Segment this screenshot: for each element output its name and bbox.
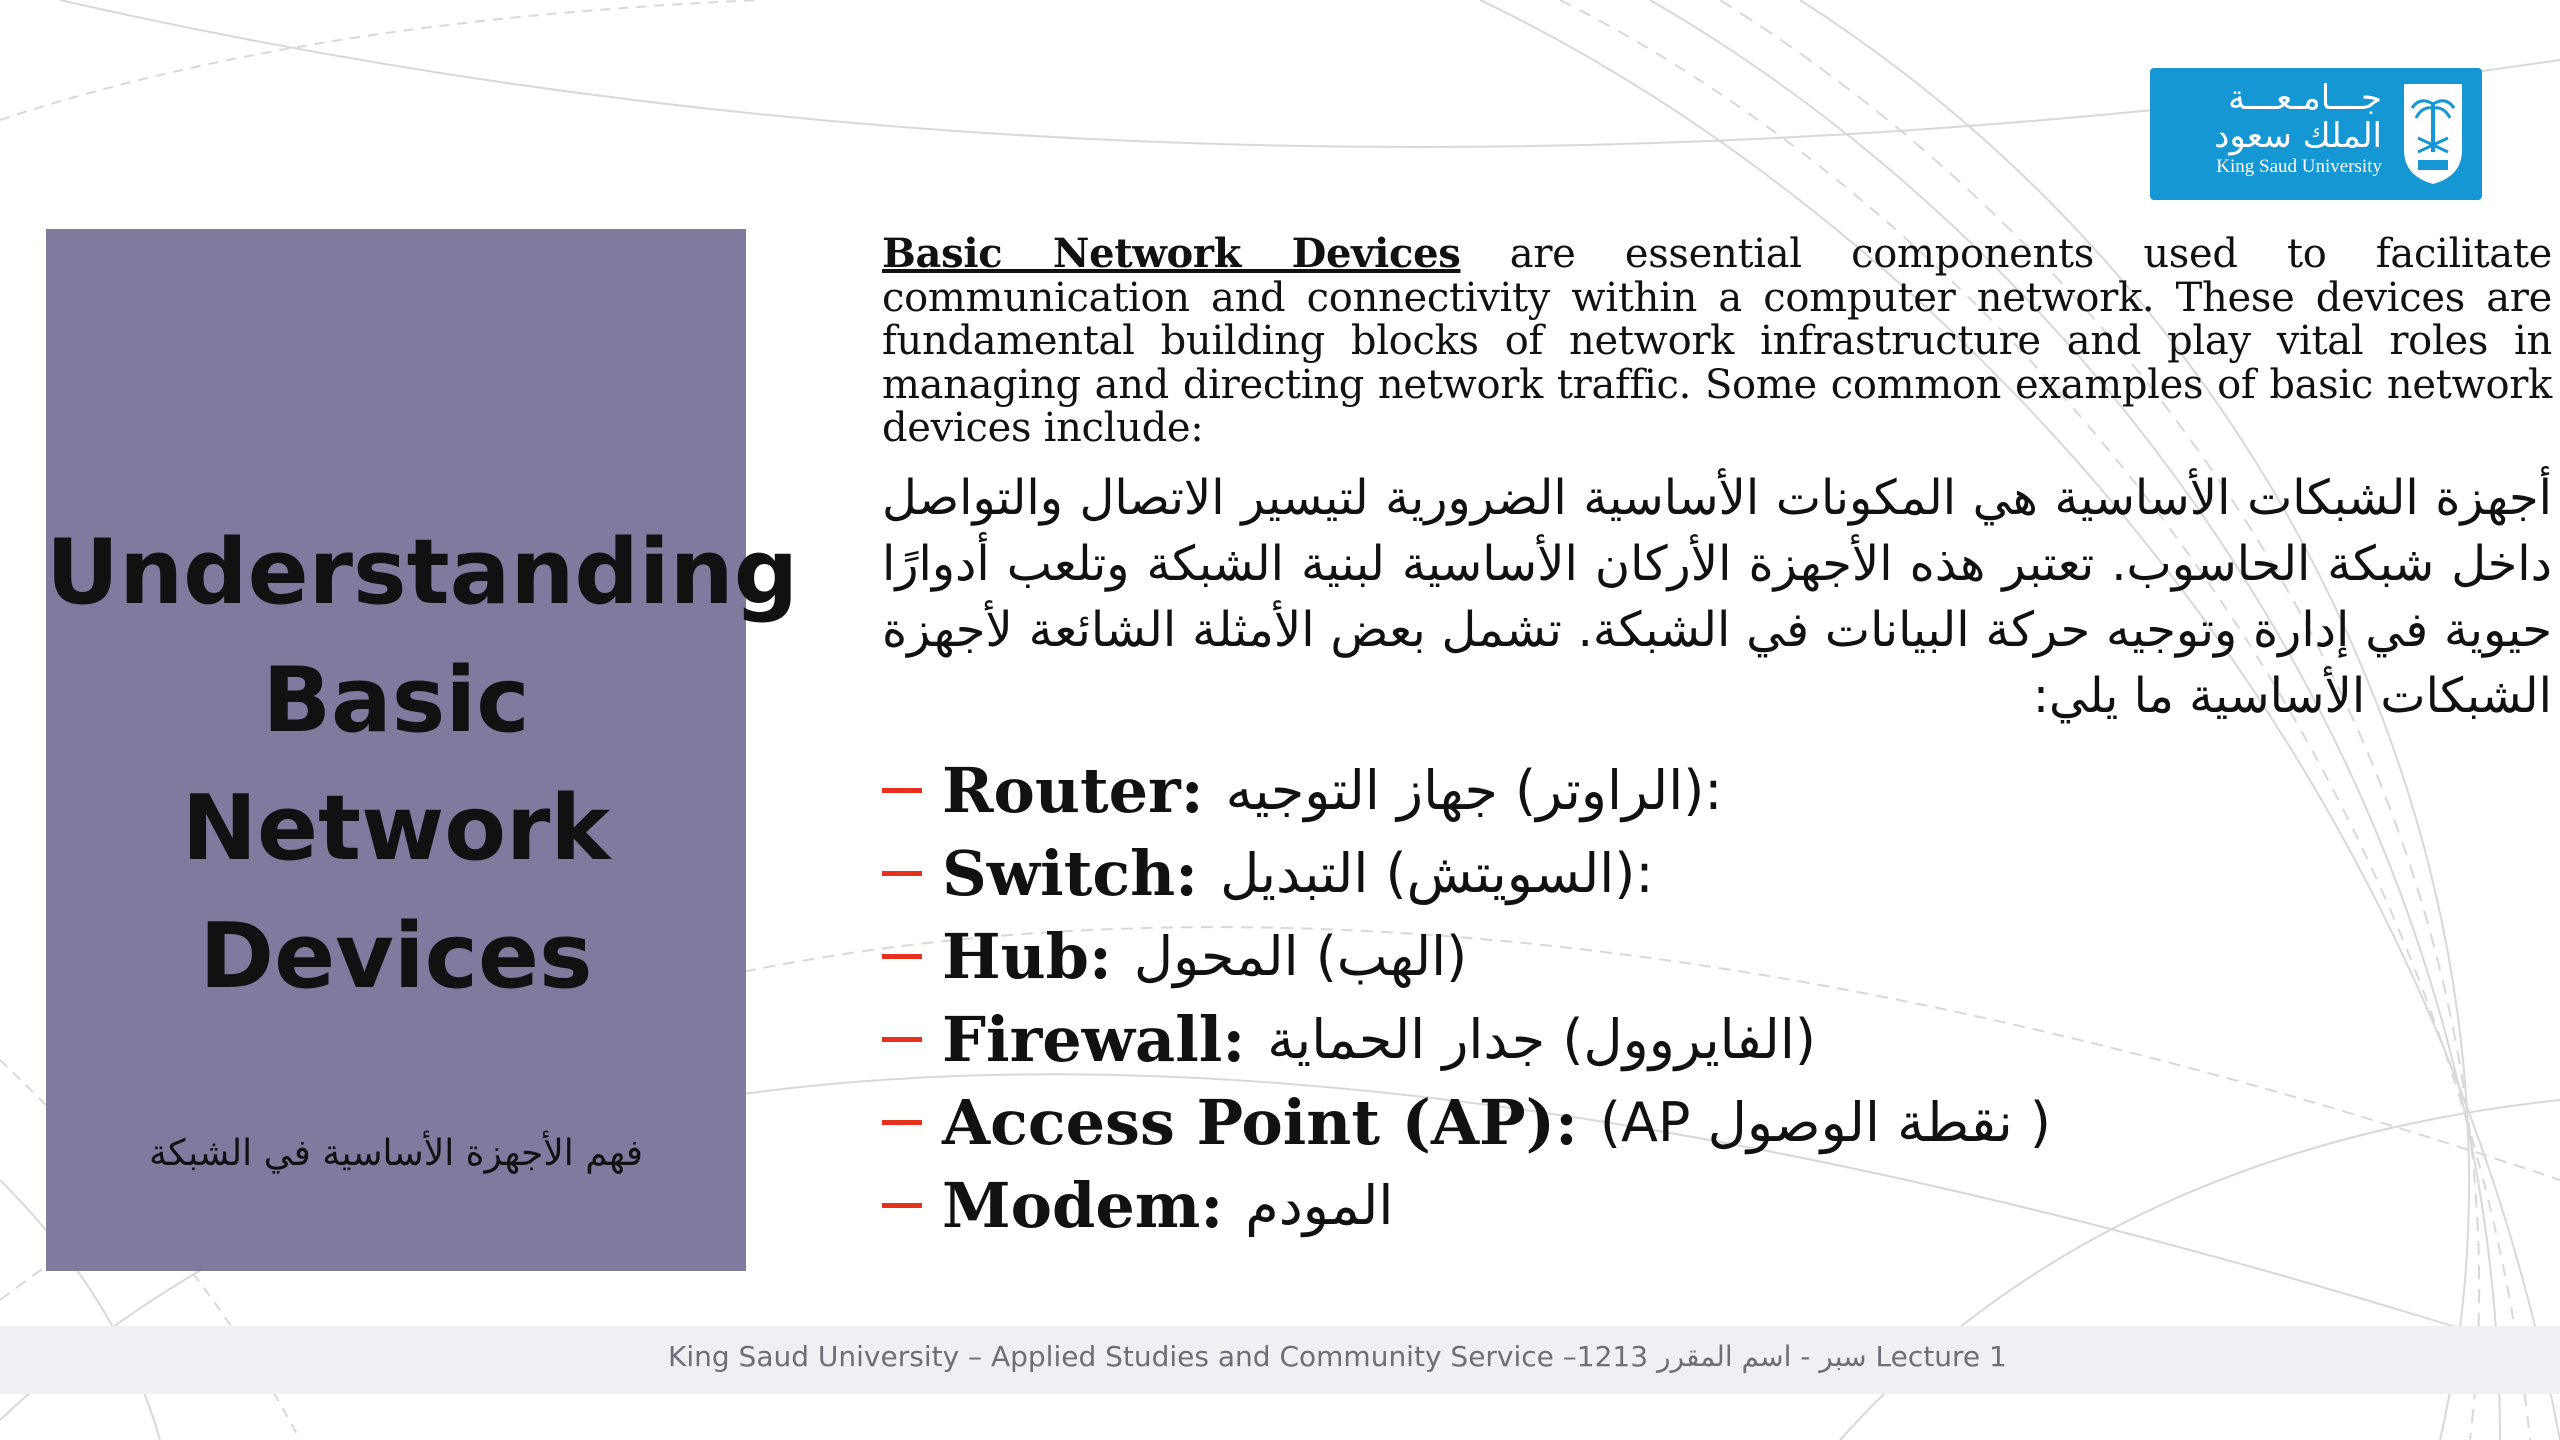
logo-arabic-line1: جـــامـعـــة (2228, 78, 2382, 118)
title-line-1: Understanding (46, 520, 799, 625)
device-name: Switch: (942, 836, 1199, 910)
title-line-3: Devices (199, 904, 593, 1009)
dash-bullet-icon (882, 1203, 922, 1208)
device-name: Modem: (942, 1168, 1224, 1242)
intro-text-english: are essential components used to facilitate communication and connectivity within a computer network. These devices are fundamental building blocks of network infrastructure and play vital roles in managing and directing network traffic. Some common examples of basic network devices include: (882, 231, 2552, 451)
dash-bullet-icon (882, 1037, 922, 1042)
dash-bullet-icon (882, 871, 922, 876)
device-name: Router: (942, 753, 1204, 827)
list-item (882, 998, 2552, 1081)
device-name: Hub: (942, 919, 1112, 993)
list-item (882, 832, 2552, 915)
intro-paragraph-english (882, 232, 2552, 451)
intro-paragraph-arabic: أجهزة الشبكات الأساسية هي المكونات الأساسية الضرورية لتيسير الاتصال والتواصل داخل شبكة الحاسوب. تعتبر هذه الأجهزة الأركان الأساسية لبنية الشبكة وتلعب أدوارًا حيوية في إدارة وتوجيه حركة البيانات في الشبكة. تشمل بعض الأمثلة الشائعة لأجهزة الشبكات الأساسية ما يلي: (882, 469, 2552, 724)
slide-title (46, 509, 799, 1021)
palm-emblem-icon (2396, 78, 2470, 188)
logo-arabic-line2: الملك سعود (2214, 116, 2382, 156)
intro-term: Basic Network Devices (882, 230, 1461, 277)
list-item (882, 1164, 2552, 1247)
list-item (882, 915, 2552, 998)
university-logo (2150, 68, 2482, 200)
title-line-2: Basic Network (181, 648, 611, 881)
device-name: Firewall: (942, 1002, 1246, 1076)
dash-bullet-icon (882, 788, 922, 793)
slide-content (882, 232, 2552, 1247)
dash-bullet-icon (882, 1120, 922, 1125)
device-arabic: :(الراوتر) جهاز التوجيه (1225, 758, 1723, 822)
footer-text: King Saud University – Applied Studies and Community Service –1213 سبر - اسم المقرر Lecture 1 (668, 1340, 2007, 1373)
device-arabic: (الفايروول) جدار الحماية (1267, 1007, 1816, 1071)
device-arabic: ( نقطة الوصول AP) (1599, 1090, 2051, 1154)
device-arabic: المودم (1245, 1173, 1394, 1237)
list-item (882, 1081, 2552, 1164)
slide-subtitle-arabic: فهم الأجهزة الأساسية في الشبكة (149, 1133, 643, 1174)
title-panel (46, 229, 799, 1271)
logo-english-name: King Saud University (2216, 156, 2382, 177)
device-arabic: (الهب) المحول (1133, 924, 1468, 988)
dash-bullet-icon (882, 954, 922, 959)
device-name: Access Point (AP): (942, 1085, 1578, 1159)
device-arabic: :(السويتش) التبديل (1220, 841, 1654, 905)
list-item (882, 749, 2552, 832)
device-list (882, 749, 2552, 1247)
